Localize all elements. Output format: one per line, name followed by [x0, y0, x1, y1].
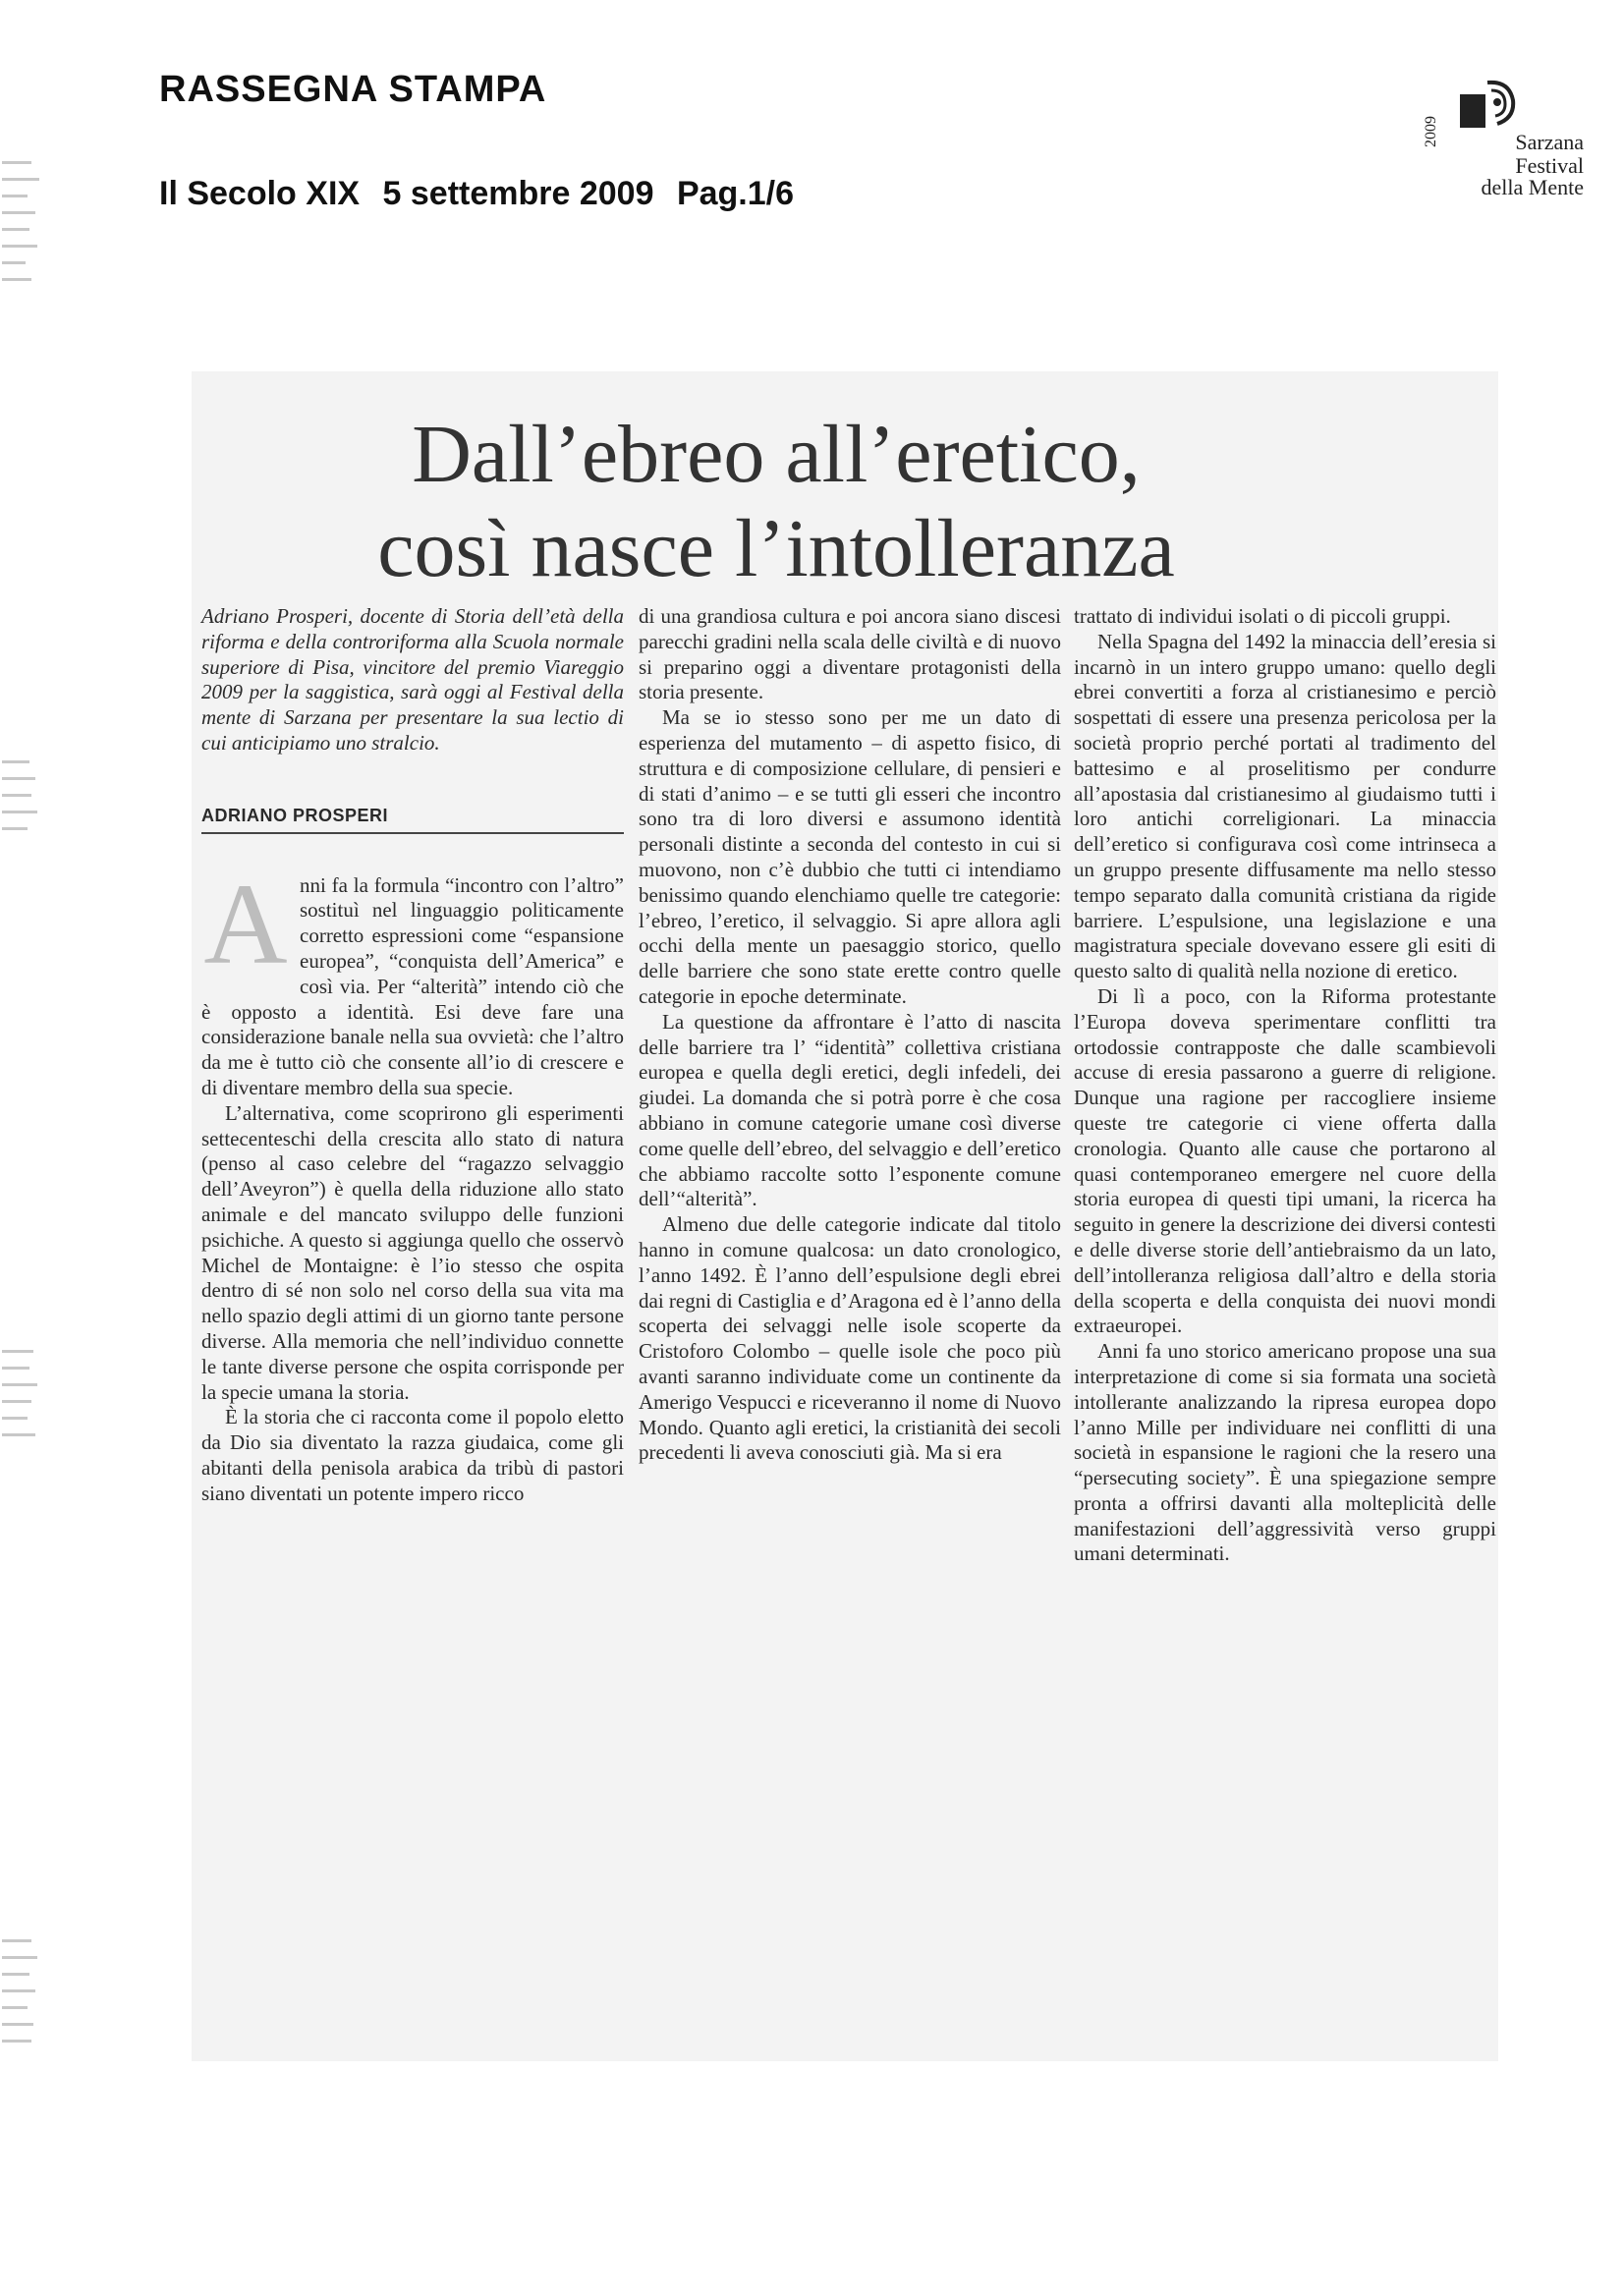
- drop-cap: A: [203, 859, 288, 988]
- article-paragraph: Ma se io stesso sono per me un dato di esperienza del mutamento – di aspetto fisico, di struttura e di composizione cellulare, di pensieri e di stati d’animo – e se tutti gli esseri che incontro sono tra di loro diversi e assumono identità personali distinte a seconda del contesto in cui si muovono, non c’è dubbio che tutti ci intendiamo benissimo quando elenchiamo quelle tre categorie: l’ebreo, l’eretico, il selvaggio. Si apre allora agli occhi della mente un paesaggio storico, quello delle barriere che sono state erette contro quelle categorie in epoche determinate.: [639, 705, 1061, 1008]
- scan-margin-marks: [2, 1336, 43, 1450]
- article-paragraph: di una grandiosa cultura e poi ancora siano discesi parecchi gradini nella scala delle civiltà e di nuovo si preparino oggi a diventare protagonisti della storia presente.: [639, 604, 1061, 704]
- press-review-title: RASSEGNA STAMPA: [159, 69, 547, 110]
- festival-logo: [1423, 79, 1590, 206]
- scan-margin-marks: [2, 747, 43, 844]
- festival-emblem-icon: [1458, 79, 1517, 130]
- logo-year: 2009: [1423, 116, 1439, 147]
- page-number: Pag.1/6: [676, 175, 795, 212]
- article-paragraph: Nella Spagna del 1492 la minaccia dell’eresia si incarnò in un intero gruppo umano: quello degli ebrei convertiti a forza al cristianesimo e perciò sospettati di essere una presenza pericolosa per la società proprio perché portati al tradimento del battesimo e al proselitismo per condurre all’apostasia dal cristianesimo al giudaismo tutti i loro antichi correligionari. La minaccia dell’eretico si configurava così come intrinseca a un gruppo presente diffusamente ma nello stesso tempo separato dalla comunità cristiana da rigide barriere. L’espulsione, una legislazione e una magistratura speciale dovevano essere gli esiti di questo salto di qualità nella nozione di eretico.: [1074, 629, 1496, 983]
- article-paragraph: L’alternativa, come scoprirono gli esperimenti settecenteschi della crescita allo stato di natura (penso al caso celebre del “ragazzo selvaggio dell’Aveyron”) è quella della riduzione allo stato animale e del mancato sviluppo delle funzioni psichiche. A questo si aggiunga quello che osservò Michel de Montaigne: è l’io stesso che ospita dentro di sé non solo nel corso della sua vita ma nello spazio degli attimi di un giorno tante persone diverse. Alla memoria che nell’individuo connette le tante diverse persone che ospita corrisponde per la specie umana la storia.: [201, 1100, 624, 1404]
- headline-line-2: così nasce l’intolleranza: [377, 503, 1175, 594]
- article-paragraph: Almeno due delle categorie indicate dal titolo hanno in comune qualcosa: un dato cronologico, l’anno 1492. È l’anno dell’espulsione degli ebrei dai regni di Castiglia e d’Aragona ed è l’anno della scoperta dei selvaggi nelle isole scoperte da Cristoforo Colombo – quelle isole che poco più avanti saranno individuate come un continente da Amerigo Vespucci e riceveranno il nome di Nuovo Mondo. Quanto agli eretici, la cristianità dei secoli precedenti li aveva conosciuti già. Ma si era: [639, 1212, 1061, 1465]
- article-paragraph: Anni fa la formula “incontro con l’altro” sostituì nel linguaggio politicamente corretto espressioni come “espansione europea”, “conquista dell’America” e così via. Per “alterità” intendo ciò che è opposto a identità. Esi deve fare una considerazione banale nella sua ovvietà: che l’altro da me è tutto ciò che consente all’io di crescere e di diventare membro della sua specie.: [201, 859, 624, 1099]
- publication-date: 5 settembre 2009: [382, 175, 654, 212]
- article-paragraph: trattato di individui isolati o di piccoli gruppi.: [1074, 604, 1451, 628]
- logo-line-3: della Mente: [1481, 175, 1584, 199]
- article-paragraph: La questione da affrontare è l’atto di nascita delle barriere tra l’ “identità” collettiva cristiana europea e quella degli eretici, degli infedeli, dei giudei. La domanda che si potrà porre è che cosa abbiano in comune categorie umane così diverse come quelle dell’ebreo, del selvaggio e dell’eretico che abbiamo raccolte sotto l’esponente comune dell’“alterità”.: [639, 1009, 1061, 1211]
- scan-margin-marks: [2, 147, 43, 295]
- logo-line-2: Festival: [1515, 153, 1584, 178]
- article-column-3: [1074, 604, 1496, 1567]
- article-lead: Adriano Prosperi, docente di Storia dell’età della riforma e della controriforma alla Scuola normale superiore di Pisa, vincitore del premio Viareggio 2009 per la saggistica, sarà oggi al Festival della mente di Sarzana per presentare la sua lectio di cui anticipiamo uno stralcio.: [201, 604, 624, 755]
- article-column-2: [639, 604, 1061, 1466]
- article-paragraph: Anni fa uno storico americano propose una sua interpretazione di come si sia formata una società intollerante analizzando la ripresa europea dopo l’anno Mille per individuare nei conflitti di una società in espansione le ragioni che la resero una “persecuting society”. È una spiegazione sempre pronta a offrirsi davanti alla molteplicità delle manifestazioni dell’aggressività verso gruppi umani determinati.: [1074, 1339, 1496, 1566]
- headline-line-1: Dall’ebreo all’eretico,: [412, 409, 1141, 500]
- article-headline: [236, 408, 1316, 596]
- article-paragraph: È la storia che ci racconta come il popolo eletto da Dio sia diventato la razza giudaica, come gli abitanti della penisola arabica da tribù di pastori siano diventati un potente impero ricco: [201, 1405, 624, 1505]
- logo-line-1: Sarzana: [1515, 130, 1584, 154]
- scan-margin-marks: [2, 1926, 43, 2056]
- article-column-1: [201, 604, 624, 1507]
- article-byline: ADRIANO PROSPERI: [201, 804, 624, 834]
- source-line: [159, 175, 808, 213]
- article-paragraph: Di lì a poco, con la Riforma protestante l’Europa doveva sperimentare conflitti tra ortodossie contrapposte che dalle scambievoli accuse di eresia passarono a guerre di religione. Dunque una ragione per raccogliere insieme queste tre categorie ci viene offerta dalla cronologia. Quanto alle cause che portarono al quasi contemporaneo emergere nel cuore della storia europea di questi tipi umani, la ricerca ha seguito in genere la descrizione dei diversi contesti e delle diverse storie dell’antiebraismo da un lato, dell’intolleranza religiosa dall’altro e della storia della scoperta e della conquista dei nuovi mondi extraeuropei.: [1074, 983, 1496, 1338]
- newspaper-name: Il Secolo XIX: [159, 175, 361, 212]
